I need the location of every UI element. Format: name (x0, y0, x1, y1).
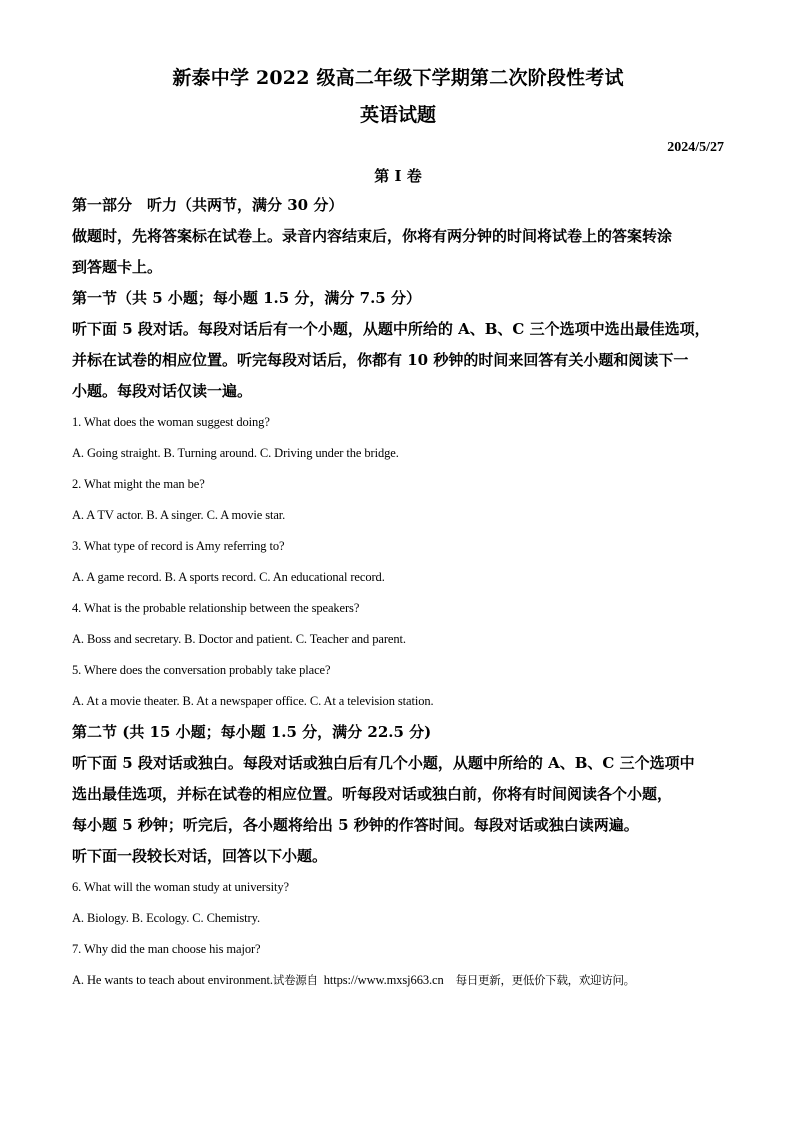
section2-instruction-line1: 听下面 5 段对话或独白。每段对话或独白后有几个小题，从题中所给的 A、B、C 三个选项中 (72, 754, 695, 772)
section1-questions (72, 407, 724, 717)
question-7: 7. Why did the man choose his major? (72, 942, 261, 956)
section1-instruction-line1: 听下面 5 段对话。每段对话后有一个小题，从题中所给的 A、B、C 三个选项中选出最佳选项， (72, 320, 710, 338)
part1-instruction-line2: 到答题卡上。 (72, 258, 163, 276)
source-note: 每日更新，更低价下载，欢迎访问。 (455, 973, 635, 987)
question-4: 4. What is the probable relationship between the speakers? (72, 601, 360, 615)
question-1-options: A. Going straight. B. Turning around. C. Driving under the bridge. (72, 446, 399, 460)
question-7-option-a: A. He wants to teach about environment. (72, 973, 273, 987)
question-7-option-a-line (72, 965, 724, 996)
part1-heading: 第一部分 听力（共两节，满分 30 分） (72, 196, 344, 214)
question-4-options: A. Boss and secretary. B. Doctor and patient. C. Teacher and parent. (72, 632, 406, 646)
section2-heading: 第二节 (共 15 小题；每小题 1.5 分，满分 22.5 分) (72, 723, 432, 741)
question-2: 2. What might the man be? (72, 477, 205, 491)
exam-subtitle: 英语试题 (359, 104, 436, 126)
exam-page (72, 66, 724, 996)
question-5: 5. Where does the conversation probably take place? (72, 663, 331, 677)
question-3-options: A. A game record. B. A sports record. C. An educational record. (72, 570, 385, 584)
question-6-options: A. Biology. B. Ecology. C. Chemistry. (72, 911, 260, 925)
exam-date: 2024/5/27 (667, 140, 724, 155)
section1-instruction-line3: 小题。每段对话仅读一遍。 (72, 382, 253, 400)
source-url[interactable]: https://www.mxsj663.cn (323, 973, 444, 987)
question-3: 3. What type of record is Amy referring to? (72, 539, 285, 553)
source-label: 试卷源自 (272, 973, 318, 987)
section2-instruction-line2: 选出最佳选项，并标在试卷的相应位置。听每段对话或独白前，你将有时间阅读各个小题， (72, 785, 673, 803)
question-1: 1. What does the woman suggest doing? (72, 415, 270, 429)
section1-instruction-line2: 并标在试卷的相应位置。听完每段对话后，你都有 10 秒钟的时间来回答有关小题和阅读下一 (72, 351, 689, 369)
section1-heading: 第一节（共 5 小题；每小题 1.5 分，满分 7.5 分） (72, 289, 421, 307)
exam-title: 新泰中学 2022 级高二年级下学期第二次阶段性考试 (172, 67, 624, 89)
part1-instruction-line1: 做题时，先将答案标在试卷上。录音内容结束后，你将有两分钟的时间将试卷上的答案转涂 (72, 227, 673, 245)
volume-label: 第 I 卷 (374, 167, 422, 185)
section2-sub-instruction: 听下面一段较长对话，回答以下小题。 (72, 847, 328, 865)
question-2-options: A. A TV actor. B. A singer. C. A movie star. (72, 508, 286, 522)
section2-instruction-line3: 每小题 5 秒钟；听完后，各小题将给出 5 秒钟的作答时间。每段对话或独白读两遍。 (72, 816, 639, 834)
question-6: 6. What will the woman study at university? (72, 880, 289, 894)
question-5-options: A. At a movie theater. B. At a newspaper office. C. At a television station. (72, 694, 434, 708)
